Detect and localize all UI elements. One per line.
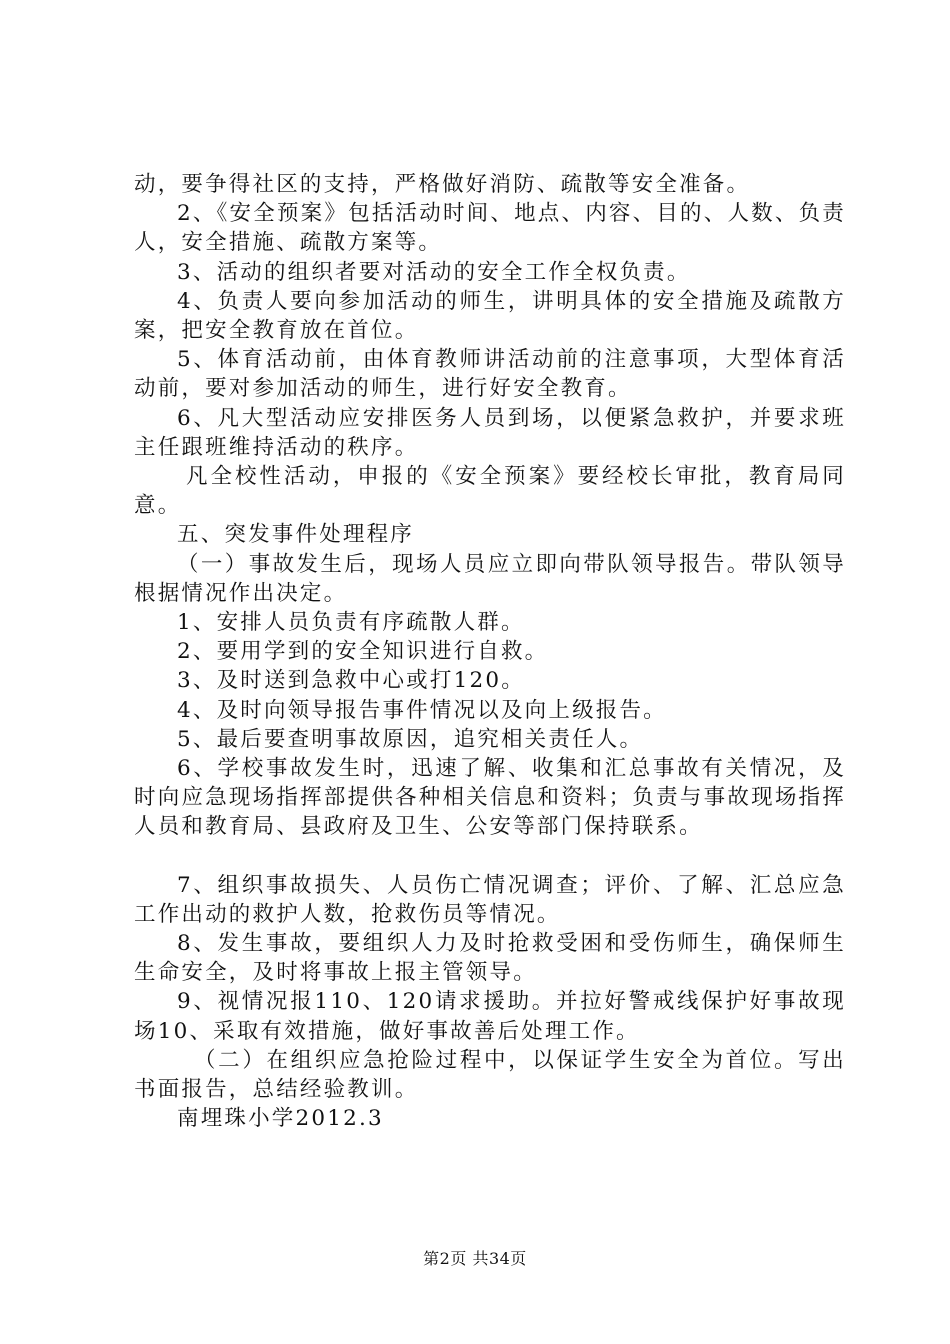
paragraph-12: 3、及时送到急救中心或打120。	[177, 668, 525, 694]
paragraph-3: 3、活动的组织者要对活动的安全工作全权负责。	[177, 259, 691, 285]
paragraph-10: 1、安排人员负责有序疏散人群。	[177, 610, 525, 636]
paragraph-7: 凡全校性活动，申报的《安全预案》要经校长审批，教育局同意。	[134, 464, 846, 519]
section-heading: 五、突发事件处理程序	[177, 522, 415, 548]
paragraph-16: 7、组织事故损失、人员伤亡情况调查；评价、了解、汇总应急工作出动的救护人数，抢救伤员等情况。	[134, 872, 846, 927]
paragraph-2: 2、《安全预案》包括活动时间、地点、内容、目的、人数、负责人，安全措施、疏散方案等。	[134, 201, 846, 256]
paragraph-15: 6、学校事故发生时，迅速了解、收集和汇总事故有关情况，及时向应急现场指挥部提供各种相关信息和资料；负责与事故现场指挥人员和教育局、县政府及卫生、公安等部门保持联系。	[134, 756, 846, 840]
paragraph-11: 2、要用学到的安全知识进行自救。	[177, 639, 549, 665]
paragraph-5: 5、体育活动前，由体育教师讲活动前的注意事项，大型体育活动前，要对参加活动的师生，进行好安全教育。	[134, 347, 846, 402]
paragraph-13: 4、及时向领导报告事件情况以及向上级报告。	[177, 697, 667, 723]
paragraph-4: 4、负责人要向参加活动的师生，讲明具体的安全措施及疏散方案，把安全教育放在首位。	[134, 288, 846, 344]
paragraph-19: （二）在组织应急抢险过程中，以保证学生安全为首位。写出书面报告，总结经验教训。	[134, 1047, 846, 1103]
page-footer: 第2页 共34页	[423, 1249, 527, 1268]
signature-line: 南埋珠小学2012.3	[177, 1106, 384, 1132]
paragraph-14: 5、最后要查明事故原因，追究相关责任人。	[177, 726, 644, 752]
paragraph-17: 8、发生事故，要组织人力及时抢救受困和受伤师生，确保师生生命安全，及时将事故上报主管领导。	[134, 931, 846, 986]
paragraph-18: 9、视情况报110、120请求援助。并拉好警戒线保护好事故现场10、采取有效措施，做好事故善后处理工作。	[134, 989, 846, 1044]
blank-line	[134, 842, 846, 871]
paragraph-9: （一）事故发生后，现场人员应立即向带队领导报告。带队领导根据情况作出决定。	[134, 551, 846, 606]
document-body	[134, 170, 846, 1134]
paragraph-6: 6、凡大型活动应安排医务人员到场，以便紧急救护，并要求班主任跟班维持活动的秩序。	[134, 405, 846, 460]
paragraph-1: 动，要争得社区的支持，严格做好消防、疏散等安全准备。	[134, 172, 751, 197]
